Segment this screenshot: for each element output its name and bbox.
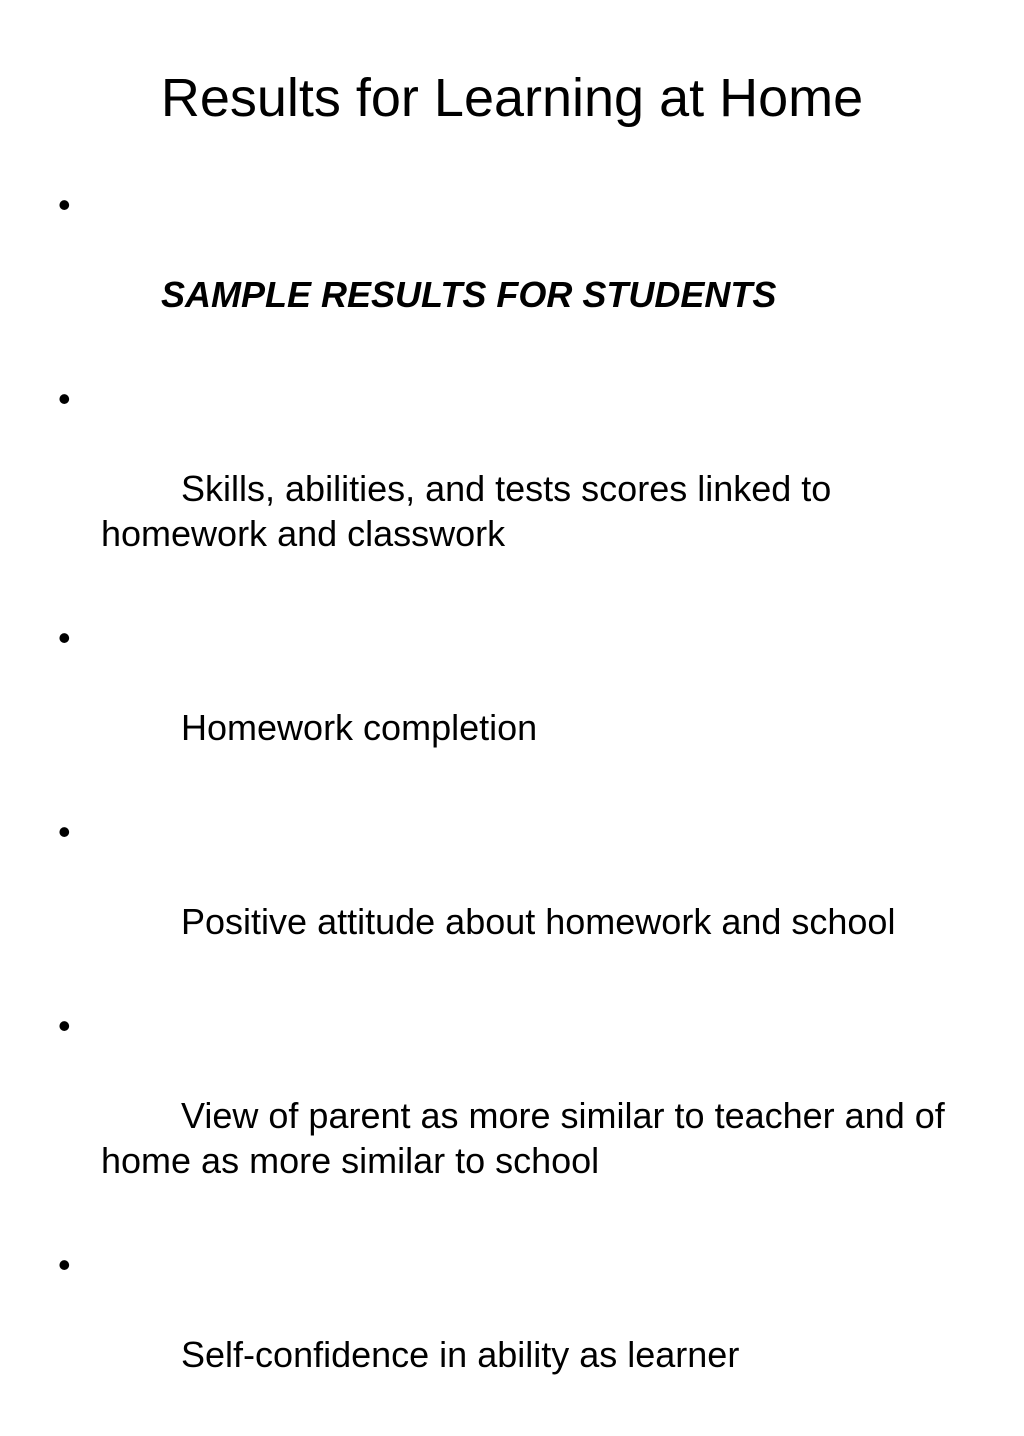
- bullet-item: [58, 1242, 958, 1422]
- bullet-list: [58, 182, 958, 1436]
- slide-title: Results for Learning at Home: [160, 68, 864, 128]
- bullet-item: [58, 376, 958, 601]
- bullet-item: [58, 809, 958, 989]
- bullet-icon: •: [58, 184, 71, 225]
- bullet-text: Skills, abilities, and tests scores linked to homework and classwork: [101, 468, 842, 554]
- bullet-text: SAMPLE RESULTS FOR STUDENTS: [161, 274, 777, 315]
- bullet-item-heading: [58, 182, 958, 362]
- bullet-text: Homework completion: [161, 707, 538, 748]
- bullet-icon: •: [58, 1244, 71, 1285]
- bullet-text: View of parent as more similar to teacher and of home as more similar to school: [101, 1095, 955, 1181]
- bullet-icon: •: [58, 617, 71, 658]
- bullet-icon: •: [58, 811, 71, 852]
- bullet-text: Positive attitude about homework and school: [161, 901, 896, 942]
- bullet-icon: •: [58, 378, 71, 419]
- bullet-text: Self-confidence in ability as learner: [161, 1334, 740, 1375]
- bullet-icon: •: [58, 1005, 71, 1046]
- bullet-item: [58, 615, 958, 795]
- bullet-item: [58, 1003, 958, 1228]
